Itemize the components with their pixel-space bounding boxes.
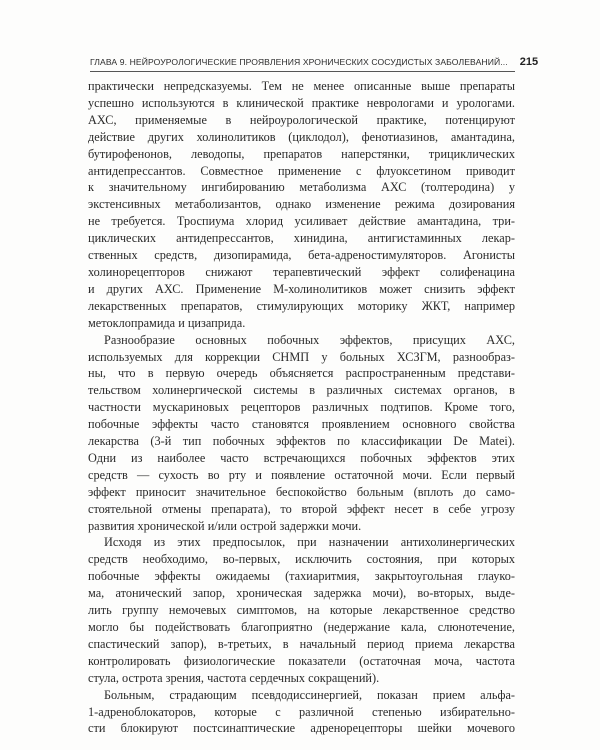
text-line: циклических антидепрессантов, хинидина, антигистаминных лекар- <box>88 231 515 246</box>
text-line: Разнообразие основных побочных эффектов, присущих АХС, <box>104 332 515 347</box>
text-line: частности мускариновых рецепторов различных подтипов. Кроме того, <box>88 400 515 415</box>
text-line: контролировать физиологические показатели (остаточная моча, частота <box>88 653 515 668</box>
text-line: средств необходимо, во-первых, исключить состояния, при которых <box>88 552 515 567</box>
text-line: эффект приносит значительное беспокойство больным (вплоть до само- <box>88 484 515 499</box>
text-line: ма, атонический запор, хроническая задержка мочи), во-вторых, выде- <box>88 586 515 601</box>
text-line: не требуется. Троспиума хлорид усиливает действие амантадина, три- <box>88 214 515 229</box>
text-line: ны, что в первую очередь объясняется распространенным представи- <box>88 366 515 381</box>
text-line: Исходя из этих предпосылок, при назначении антихолинергических <box>104 535 515 550</box>
text-line: АХС, применяемые в нейроурологической практике, потенцируют <box>88 112 515 127</box>
header-divider <box>90 71 515 72</box>
text-line: Одни из наиболее часто встречающихся побочных эффектов этих <box>88 450 515 465</box>
chapter-title: ГЛАВА 9. НЕЙРОУРОЛОГИЧЕСКИЕ ПРОЯВЛЕНИЯ ХРОНИЧЕСКИХ СОСУДИСТЫХ ЗАБОЛЕВАНИЙ... <box>90 57 508 67</box>
text-line: развития хронической и/или острой задержки мочи. <box>88 518 362 533</box>
text-line: холинорецепторов снижают терапевтический эффект солифенацина <box>88 264 515 279</box>
text-line: 1-адреноблокаторов, которые с различной степенью избирательно- <box>88 704 515 719</box>
running-header <box>90 55 539 69</box>
text-line: антидепрессантов. Совместное применение с флуоксетином приводит <box>88 163 515 178</box>
text-line: и других АХС. Применение М-холинолитиков может снизить эффект <box>88 281 515 296</box>
text-line: экстенсивных метаболизантов, однако изменение режима дозирования <box>88 197 515 212</box>
text-line: бутирофенонов, леводопы, препаратов наперстянки, трициклических <box>88 146 515 161</box>
text-line: лекарства (3-й тип побочных эффектов по классификации De Matei). <box>88 434 515 449</box>
text-line: успешно используются в клинической практике неврологами и урологами. <box>88 95 515 110</box>
paragraph-1 <box>88 78 515 332</box>
paragraph-2 <box>88 332 515 535</box>
text-line: спастический запор), в-третьих, в начальный период приема лекарства <box>88 636 515 651</box>
text-line: лекарственных препаратов, стимулирующих моторику ЖКТ, например <box>88 298 515 313</box>
text-line: метоклопрамида и цизаприда. <box>88 315 246 330</box>
text-line: стула, острота зрения, частота сердечных сокращений). <box>88 670 380 685</box>
text-line: тельством холинергической системы в различных системах органов, в <box>88 383 515 398</box>
text-line: используемых для коррекции СНМП у больных ХСЗГМ, разнообраз- <box>88 349 515 364</box>
text-line: действие других холинолитиков (циклодол), фенотиазинов, амантадина, <box>88 129 515 144</box>
text-line: ственных средств, дизопирамида, бета-адреностимуляторов. Агонисты <box>88 248 515 263</box>
text-line: лить группу немочевых симптомов, на которые лекарственное средство <box>88 603 515 618</box>
text-line: побочные эффекты часто становятся проявлением основного свойства <box>88 417 515 432</box>
paragraph-4 <box>88 687 515 738</box>
text-line: средств — сухость во рту и появление остаточной мочи. Если первый <box>88 467 515 482</box>
page-number: 215 <box>519 56 539 68</box>
text-line: могло бы подействовать благоприятно (недержание кала, слюнотечение, <box>88 620 515 634</box>
text-line: побочные эффекты ожидаемы (тахиаритмия, закрытоугольная глауко- <box>88 569 515 584</box>
text-line: сти блокируют постсинаптические адренорецепторы шейки мочевого <box>88 721 515 736</box>
text-line: к значительному ингибированию метаболизма АХС (толтеродина) у <box>88 180 515 195</box>
text-line: практически непредсказуемы. Тем не менее описанные выше препараты <box>88 79 515 93</box>
body-text <box>88 78 515 737</box>
text-line: стоятельной отмены препарата), то второй эффект несет в себе угрозу <box>88 501 515 516</box>
text-line: Больным, страдающим псевдодиссинергией, показан прием альфа- <box>104 687 515 702</box>
paragraph-3 <box>88 534 515 686</box>
